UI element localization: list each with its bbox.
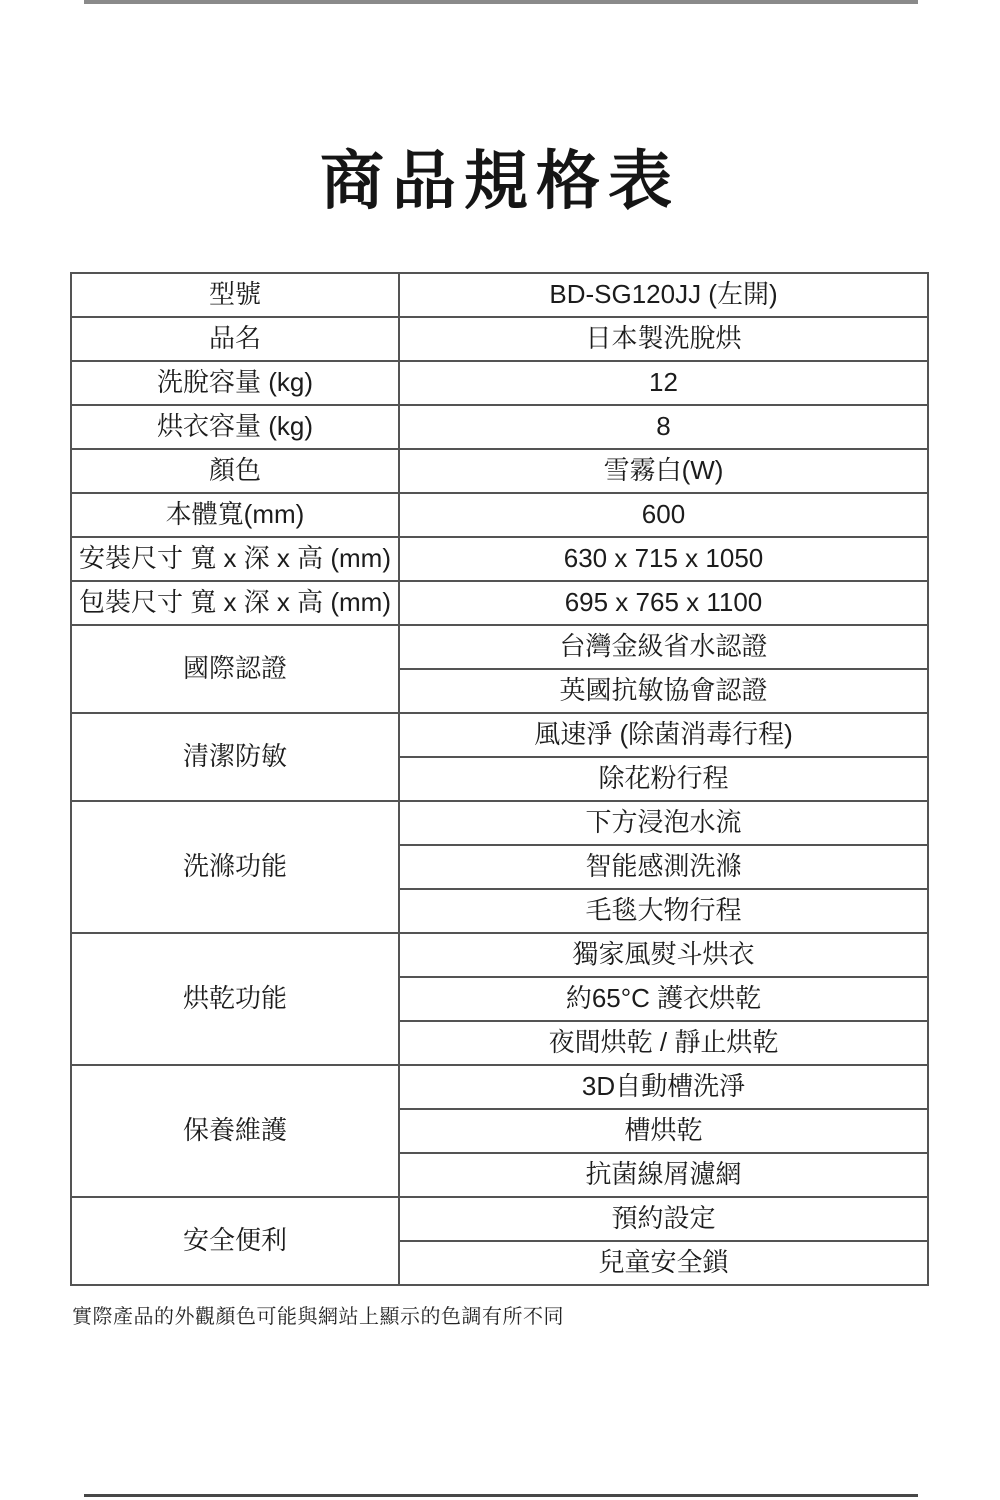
spec-label-cell: 顏色 — [71, 449, 399, 493]
table-row — [71, 625, 928, 669]
spec-value-cell: 風速淨 (除菌消毒行程) — [399, 713, 928, 757]
spec-value-cell: 3D自動槽洗淨 — [399, 1065, 928, 1109]
top-divider-rule — [84, 0, 918, 4]
spec-label-cell: 烘乾功能 — [71, 933, 399, 1065]
spec-value-cell: BD-SG120JJ (左開) — [399, 273, 928, 317]
spec-label-cell: 品名 — [71, 317, 399, 361]
table-row — [71, 361, 928, 405]
spec-value-cell: 智能感測洗滌 — [399, 845, 928, 889]
spec-label-cell: 國際認證 — [71, 625, 399, 713]
color-disclaimer-note: 實際產品的外觀顏色可能與網站上顯示的色調有所不同 — [72, 1306, 564, 1328]
product-spec-table — [70, 272, 929, 1286]
spec-value-cell: 台灣金級省水認證 — [399, 625, 928, 669]
spec-value-cell: 雪霧白(W) — [399, 449, 928, 493]
spec-value-cell: 預約設定 — [399, 1197, 928, 1241]
spec-label-cell: 型號 — [71, 273, 399, 317]
table-row — [71, 933, 928, 977]
table-row — [71, 405, 928, 449]
spec-value-cell: 日本製洗脫烘 — [399, 317, 928, 361]
bottom-divider-rule — [84, 1494, 918, 1497]
page-title: 商品規格表 — [320, 145, 680, 217]
spec-label-cell: 清潔防敏 — [71, 713, 399, 801]
spec-label-cell: 安全便利 — [71, 1197, 399, 1285]
spec-value-cell: 約65°C 護衣烘乾 — [399, 977, 928, 1021]
spec-label-cell: 本體寬(mm) — [71, 493, 399, 537]
table-row — [71, 801, 928, 845]
table-row — [71, 1065, 928, 1109]
table-row — [71, 713, 928, 757]
spec-value-cell: 695 x 765 x 1100 — [399, 581, 928, 625]
spec-value-cell: 毛毯大物行程 — [399, 889, 928, 933]
spec-label-cell: 保養維護 — [71, 1065, 399, 1197]
spec-value-cell: 630 x 715 x 1050 — [399, 537, 928, 581]
table-row — [71, 273, 928, 317]
spec-value-cell: 600 — [399, 493, 928, 537]
table-row — [71, 317, 928, 361]
spec-table-body — [71, 273, 928, 1285]
spec-value-cell: 下方浸泡水流 — [399, 801, 928, 845]
spec-value-cell: 英國抗敏協會認證 — [399, 669, 928, 713]
spec-label-cell: 洗滌功能 — [71, 801, 399, 933]
spec-value-cell: 獨家風熨斗烘衣 — [399, 933, 928, 977]
table-row — [71, 493, 928, 537]
spec-value-cell: 12 — [399, 361, 928, 405]
table-row — [71, 537, 928, 581]
spec-value-cell: 除花粉行程 — [399, 757, 928, 801]
table-row — [71, 581, 928, 625]
spec-value-cell: 抗菌線屑濾網 — [399, 1153, 928, 1197]
spec-label-cell: 洗脫容量 (kg) — [71, 361, 399, 405]
table-row — [71, 449, 928, 493]
spec-value-cell: 夜間烘乾 / 靜止烘乾 — [399, 1021, 928, 1065]
spec-value-cell: 8 — [399, 405, 928, 449]
spec-label-cell: 安裝尺寸 寬 x 深 x 高 (mm) — [71, 537, 399, 581]
table-row — [71, 1197, 928, 1241]
spec-label-cell: 包裝尺寸 寬 x 深 x 高 (mm) — [71, 581, 399, 625]
spec-label-cell: 烘衣容量 (kg) — [71, 405, 399, 449]
spec-value-cell: 槽烘乾 — [399, 1109, 928, 1153]
spec-value-cell: 兒童安全鎖 — [399, 1241, 928, 1285]
